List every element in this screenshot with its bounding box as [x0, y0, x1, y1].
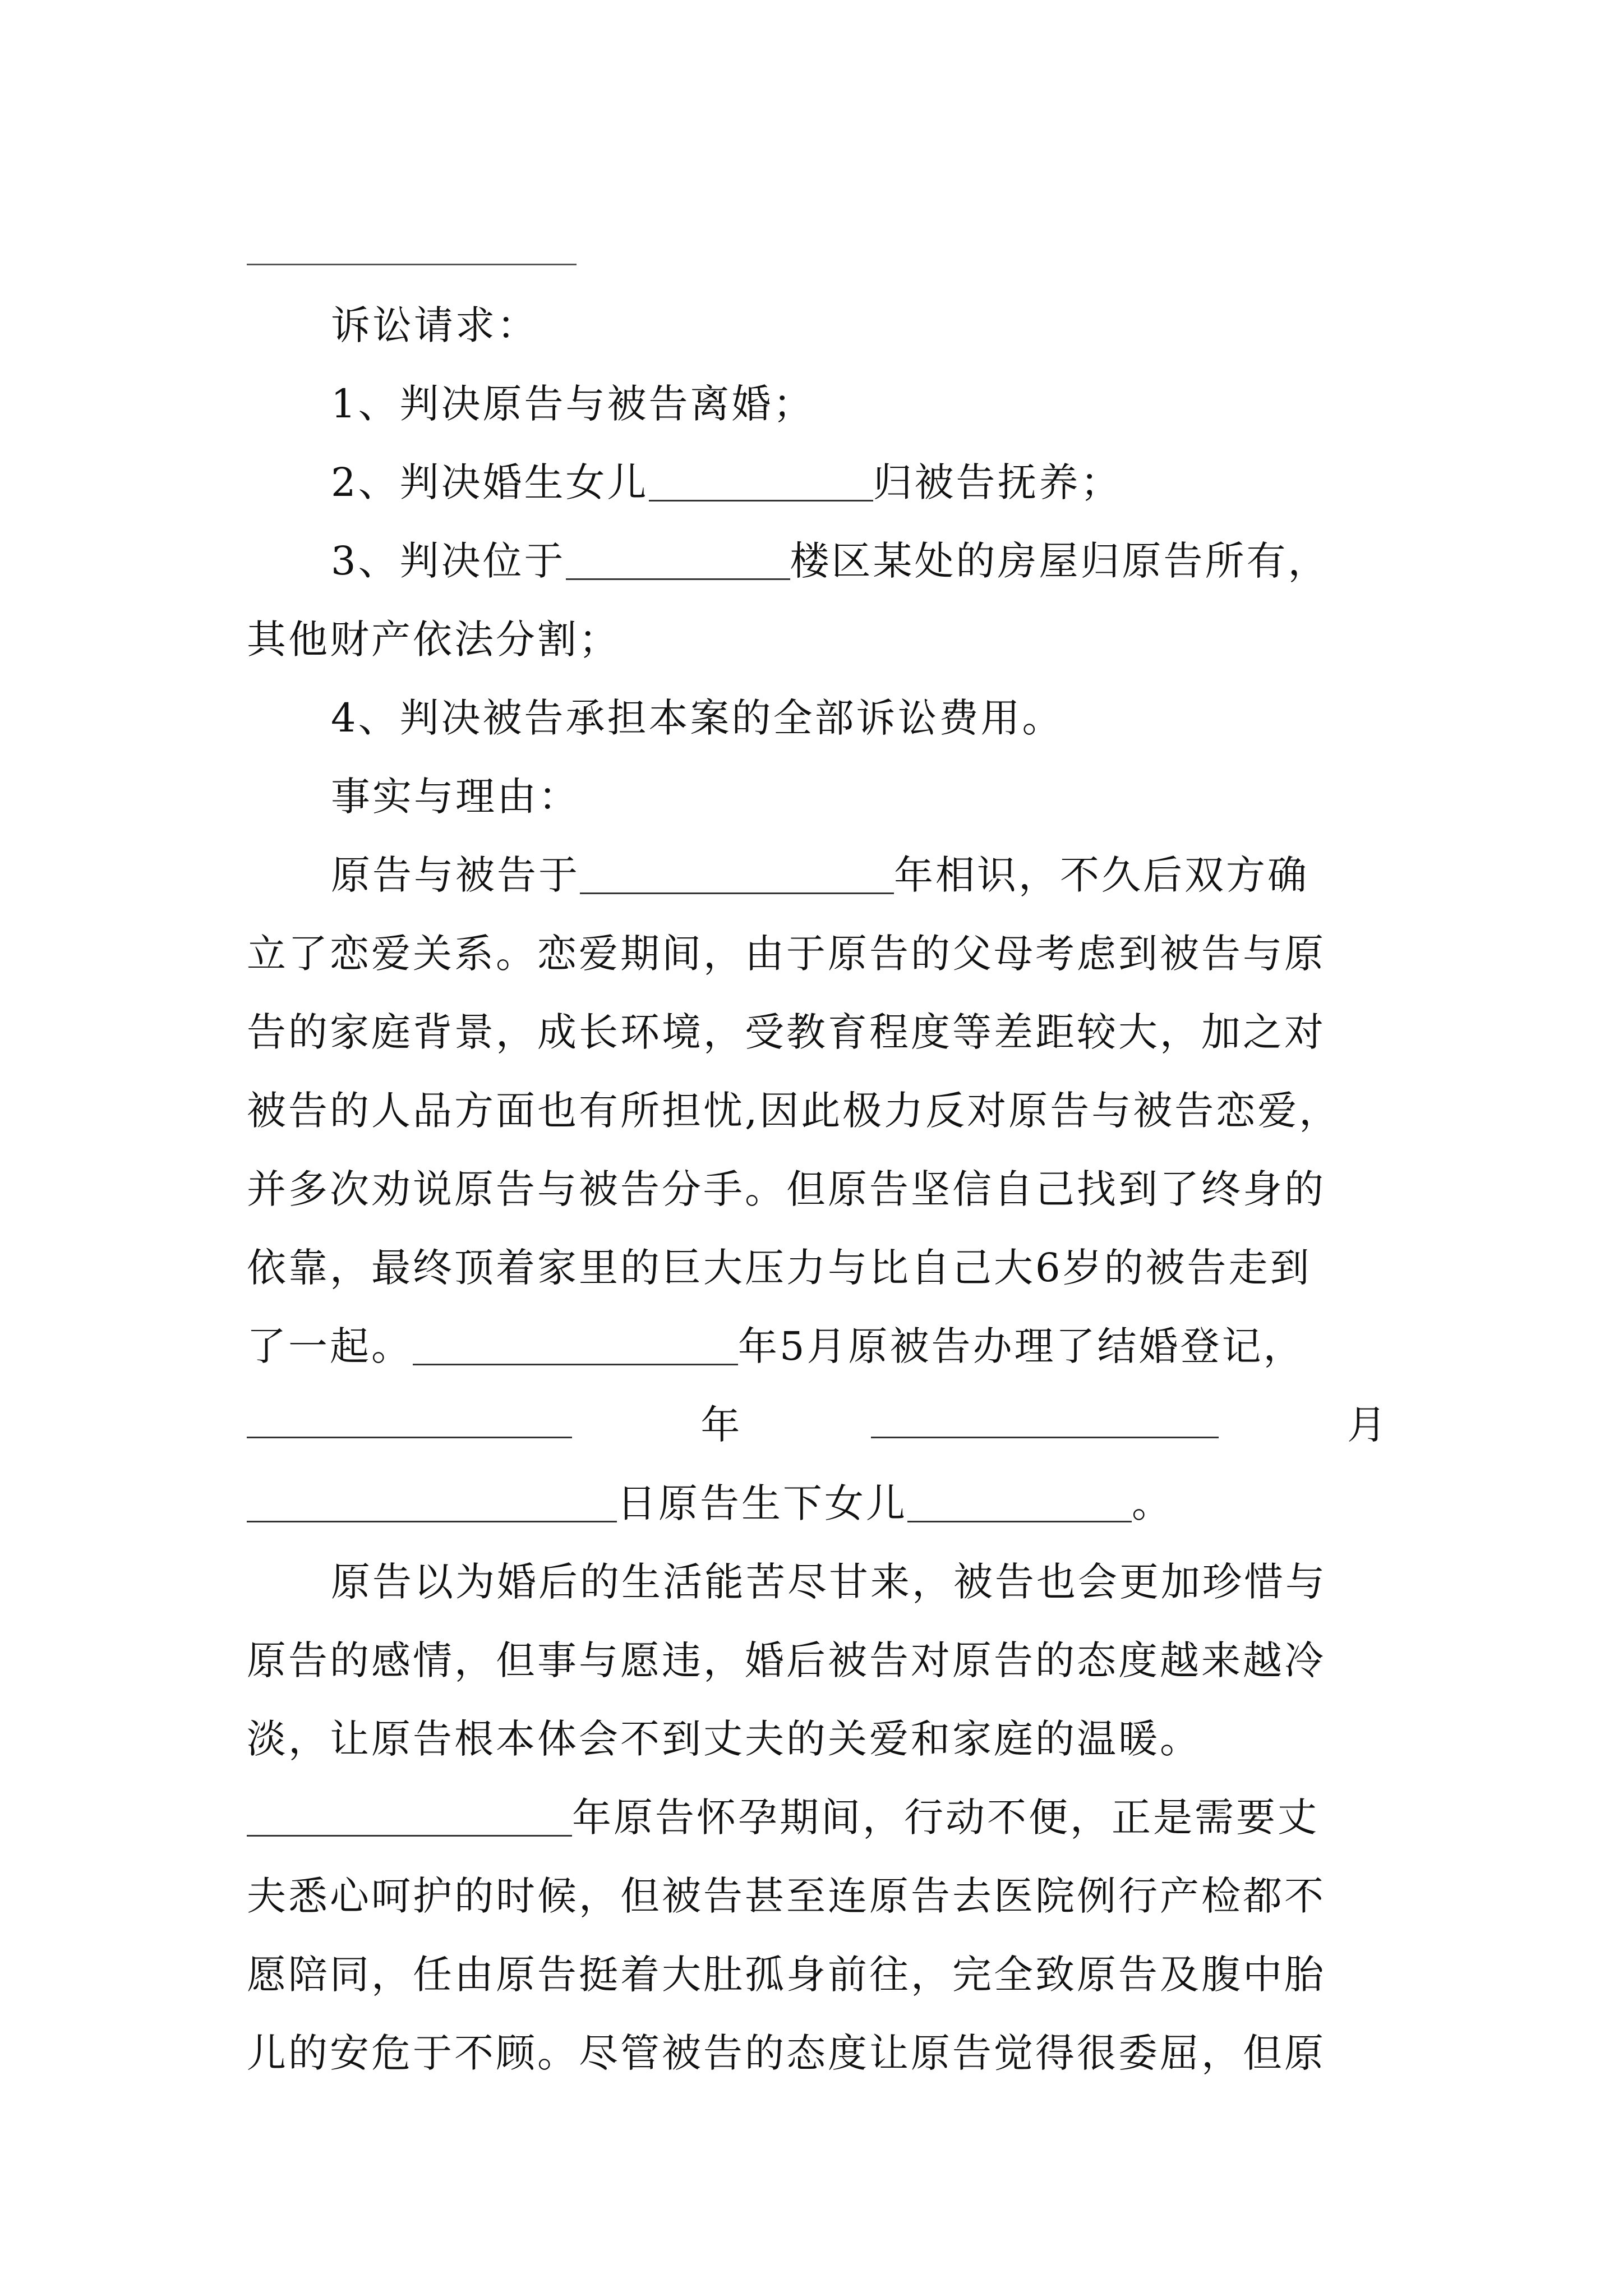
facts-paragraph-1-line-9	[247, 1464, 1389, 1543]
facts-paragraph-1-line-2: 立了恋爱关系。恋爱期间，由于原告的父母考虑到被告与原	[247, 931, 1326, 977]
top-rule	[247, 264, 577, 265]
request-item-3-text-b: 楼区某处的房屋归原告所有，	[790, 538, 1330, 584]
facts-heading: 事实与理由：	[331, 774, 580, 820]
pregnancy-year-blank	[247, 1800, 572, 1837]
facts-text: 年原告怀孕期间，行动不便，正是需要丈	[572, 1795, 1319, 1841]
facts-paragraph-1-line-5: 并多次劝说原告与被告分手。但原告坚信自己找到了终身的	[247, 1166, 1326, 1212]
document-body	[247, 286, 1389, 2092]
request-item-4: 4、判决被告承担本案的全部诉讼费用。	[331, 695, 1064, 741]
facts-text: 了一起。	[247, 1323, 413, 1369]
marriage-year-blank	[413, 1329, 738, 1365]
facts-text: 原告与被告于	[331, 852, 580, 898]
facts-paragraph-1-line-4: 被告的人品方面也有所担忧,因此极力反对原告与被告恋爱，	[247, 1088, 1341, 1134]
facts-paragraph-1-line-7	[247, 1307, 1389, 1386]
facts-text: 年相识，不久后双方确	[894, 852, 1309, 898]
request-item-2	[247, 443, 1389, 522]
year-label: 年	[700, 1402, 743, 1448]
property-location-blank	[566, 544, 790, 580]
facts-paragraph-2-line-6: 愿陪同，任由原告挺着大肚孤身前往，完全致原告及腹中胎	[247, 1952, 1326, 1998]
facts-paragraph-1-line-1	[247, 836, 1389, 914]
request-item-3	[247, 522, 1389, 600]
month-label: 月	[1347, 1402, 1389, 1448]
facts-paragraph-1-line-3: 告的家庭背景，成长环境，受教育程度等差距较大，加之对	[247, 1009, 1326, 1055]
facts-paragraph-2-line-3: 淡，让原告根本体会不到丈夫的关爱和家庭的温暖。	[247, 1716, 1201, 1762]
requests-heading: 诉讼请求：	[331, 302, 538, 348]
facts-paragraph-2-line-1: 原告以为婚后的生活能苦尽甘来，被告也会更加珍惜与	[331, 1559, 1327, 1605]
birth-day-blank	[247, 1486, 617, 1522]
birth-month-blank	[871, 1402, 1219, 1438]
facts-paragraph-2-line-7: 儿的安危于不顾。尽管被告的态度让原告觉得很委屈，但原	[247, 2030, 1326, 2076]
facts-text: 年5月原被告办理了结婚登记，	[738, 1323, 1305, 1369]
facts-paragraph-2-line-4	[247, 1778, 1389, 1857]
daughter-name-blank	[649, 465, 873, 501]
facts-text: 日原告生下女儿	[617, 1480, 907, 1526]
birth-year-blank	[247, 1402, 572, 1438]
request-item-3-continued: 其他财产依法分割；	[247, 616, 620, 662]
facts-paragraph-1-line-8	[247, 1386, 1389, 1464]
request-item-2-text-a: 2、判决婚生女儿	[331, 459, 649, 505]
request-item-1: 1、判决原告与被告离婚；	[331, 381, 815, 427]
daughter-name-blank-2	[907, 1486, 1132, 1522]
facts-paragraph-2-line-5: 夫悉心呵护的时候，但被告甚至连原告去医院例行产检都不	[247, 1873, 1326, 1919]
request-item-2-text-b: 归被告抚养；	[873, 459, 1122, 505]
meeting-year-blank	[580, 858, 894, 894]
facts-paragraph-1-line-6: 依靠，最终顶着家里的巨大压力与比自己大6岁的被告走到	[247, 1245, 1312, 1291]
facts-text: 。	[1132, 1480, 1173, 1526]
facts-paragraph-2-line-2: 原告的感情，但事与愿违，婚后被告对原告的态度越来越冷	[247, 1637, 1326, 1683]
request-item-3-text-a: 3、判决位于	[331, 538, 566, 584]
